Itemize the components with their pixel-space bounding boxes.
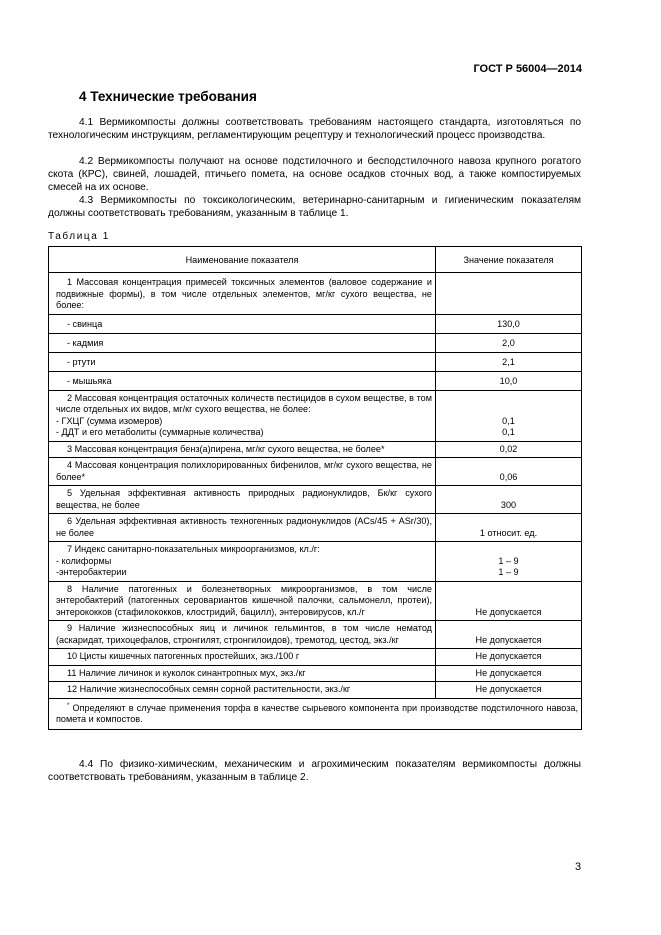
row-11-name: 11 Наличие личинок и куколок синантропных мух, экз./кг: [49, 665, 436, 682]
row-1-item-value: 130,0: [436, 314, 582, 333]
row-1-item-value: 2,1: [436, 352, 582, 371]
row-12-value: Не допускается: [436, 682, 582, 699]
table-row: [49, 542, 582, 582]
page-number: 3: [575, 861, 582, 873]
header-name: Наименование показателя: [49, 247, 436, 273]
row-1-item-name: - кадмия: [49, 333, 436, 352]
row-10-value: Не допускается: [436, 649, 582, 666]
table-row: [49, 665, 582, 682]
row-6-name: 6 Удельная эффективная активность техногенных радионуклидов (ACs/45 + ASr/30), не более: [49, 514, 436, 542]
table-row: [49, 273, 582, 315]
standard-number: ГОСТ Р 56004—2014: [473, 63, 582, 75]
table-row: [49, 486, 582, 514]
paragraph-4-3: 4.3 Вермикомпосты по токсикологическим, ветеринарно-санитарным и гигиеническим показателям должны соответствовать требованиям, указанным в таблице 1.: [48, 195, 581, 219]
row-5-value: 300: [436, 486, 582, 514]
table-row: [49, 458, 582, 486]
header-value: Значение показателя: [436, 247, 582, 273]
row-2-name: 2 Массовая концентрация остаточных количеств пестицидов в сухом веществе, в том числе отдельных их видов, мг/кг сухого вещества, не более: - ГХЦГ (сумма изомеров) - ДДТ и его метаболиты (суммарные количества): [49, 390, 436, 441]
table-caption: Таблица 1: [48, 231, 110, 242]
row-6-value: 1 относит. ед.: [436, 514, 582, 542]
footnote-mark: *: [67, 702, 70, 709]
table-footnote: [49, 698, 582, 729]
paragraph-4-4: 4.4 По физико-химическим, механическим и агрохимическим показателям вермикомпосты должны соответствовать требованиям, указанным в таблице 2.: [48, 759, 581, 783]
row-4-value: 0,06: [436, 458, 582, 486]
row-12-name: 12 Наличие жизнеспособных семян сорной растительности, экз./кг: [49, 682, 436, 699]
row-1-item-value: 2,0: [436, 333, 582, 352]
row-7-value: 1 – 9 1 – 9: [436, 542, 582, 582]
section-title: 4 Технические требования: [79, 89, 257, 104]
row-4-name: 4 Массовая концентрация полихлорированных бифенилов, мг/кг сухого вещества, не более*: [49, 458, 436, 486]
row-3-value: 0,02: [436, 441, 582, 458]
row-9-name: 9 Наличие жизнеспособных яиц и личинок гельминтов, в том числе нематод (аскаридат, трихоцефалов, стронгилят, стронгилоидов), тремотод, цестод, экз./кг: [49, 621, 436, 649]
row-2-value: 0,1 0,1: [436, 390, 582, 441]
row-1-name: 1 Массовая концентрация примесей токсичных элементов (валовое содержание и подвижные формы), в том числе отдельных элементов, мг/кг сухого вещества, не более:: [49, 273, 436, 315]
table-row: [49, 371, 582, 390]
row-1-value-empty: [436, 273, 582, 315]
table-row: [49, 314, 582, 333]
table-row: [49, 649, 582, 666]
row-1-item-name: - ртути: [49, 352, 436, 371]
row-8-name: 8 Наличие патогенных и болезнетворных микроорганизмов, в том числе энтеробактерий (патогенных серовариантов кишечной палочки, сальмонелл, протеи), энтерококков (стафилококков, клостридий, бацилл), энтеровирусов, кл./г: [49, 581, 436, 621]
row-1-item-name: - мышьяка: [49, 371, 436, 390]
table-row: [49, 581, 582, 621]
row-10-name: 10 Цисты кишечных патогенных простейших, экз./100 г: [49, 649, 436, 666]
row-1-item-value: 10,0: [436, 371, 582, 390]
row-3-name: 3 Массовая концентрация бенз(а)пирена, мг/кг сухого вещества, не более*: [49, 441, 436, 458]
table-row: [49, 441, 582, 458]
row-11-value: Не допускается: [436, 665, 582, 682]
row-9-value: Не допускается: [436, 621, 582, 649]
row-7-name: 7 Индекс санитарно-показательных микроорганизмов, кл./г: - колиформы -энтеробактерии: [49, 542, 436, 582]
row-5-name: 5 Удельная эффективная активность природных радионуклидов, Бк/кг сухого вещества, не более: [49, 486, 436, 514]
table-row: [49, 682, 582, 699]
table-row: [49, 514, 582, 542]
requirements-table: [48, 246, 582, 730]
table-footnote-row: [49, 698, 582, 729]
table-header-row: [49, 247, 582, 273]
table-row: [49, 390, 582, 441]
paragraph-4-1: 4.1 Вермикомпосты должны соответствовать требованиям настоящего стандарта, изготовляться по технологическим инструкциям, регламентирующим рецептуру и технологический процесс производства.: [48, 117, 581, 141]
table-row: [49, 333, 582, 352]
footnote-text: Определяют в случае применения торфа в качестве сырьевого компонента при производстве подстилочного навоза, помета и компостов.: [56, 702, 578, 725]
table-row: [49, 621, 582, 649]
paragraph-4-2: 4.2 Вермикомпосты получают на основе подстилочного и бесподстилочного навоза крупного рогатого скота (КРС), свиней, лошадей, птичьего помета, на основе осадков сточных вод, а также компостируемых смесей на их основе.: [48, 156, 581, 193]
row-1-item-name: - свинца: [49, 314, 436, 333]
table-row: [49, 352, 582, 371]
row-8-value: Не допускается: [436, 581, 582, 621]
